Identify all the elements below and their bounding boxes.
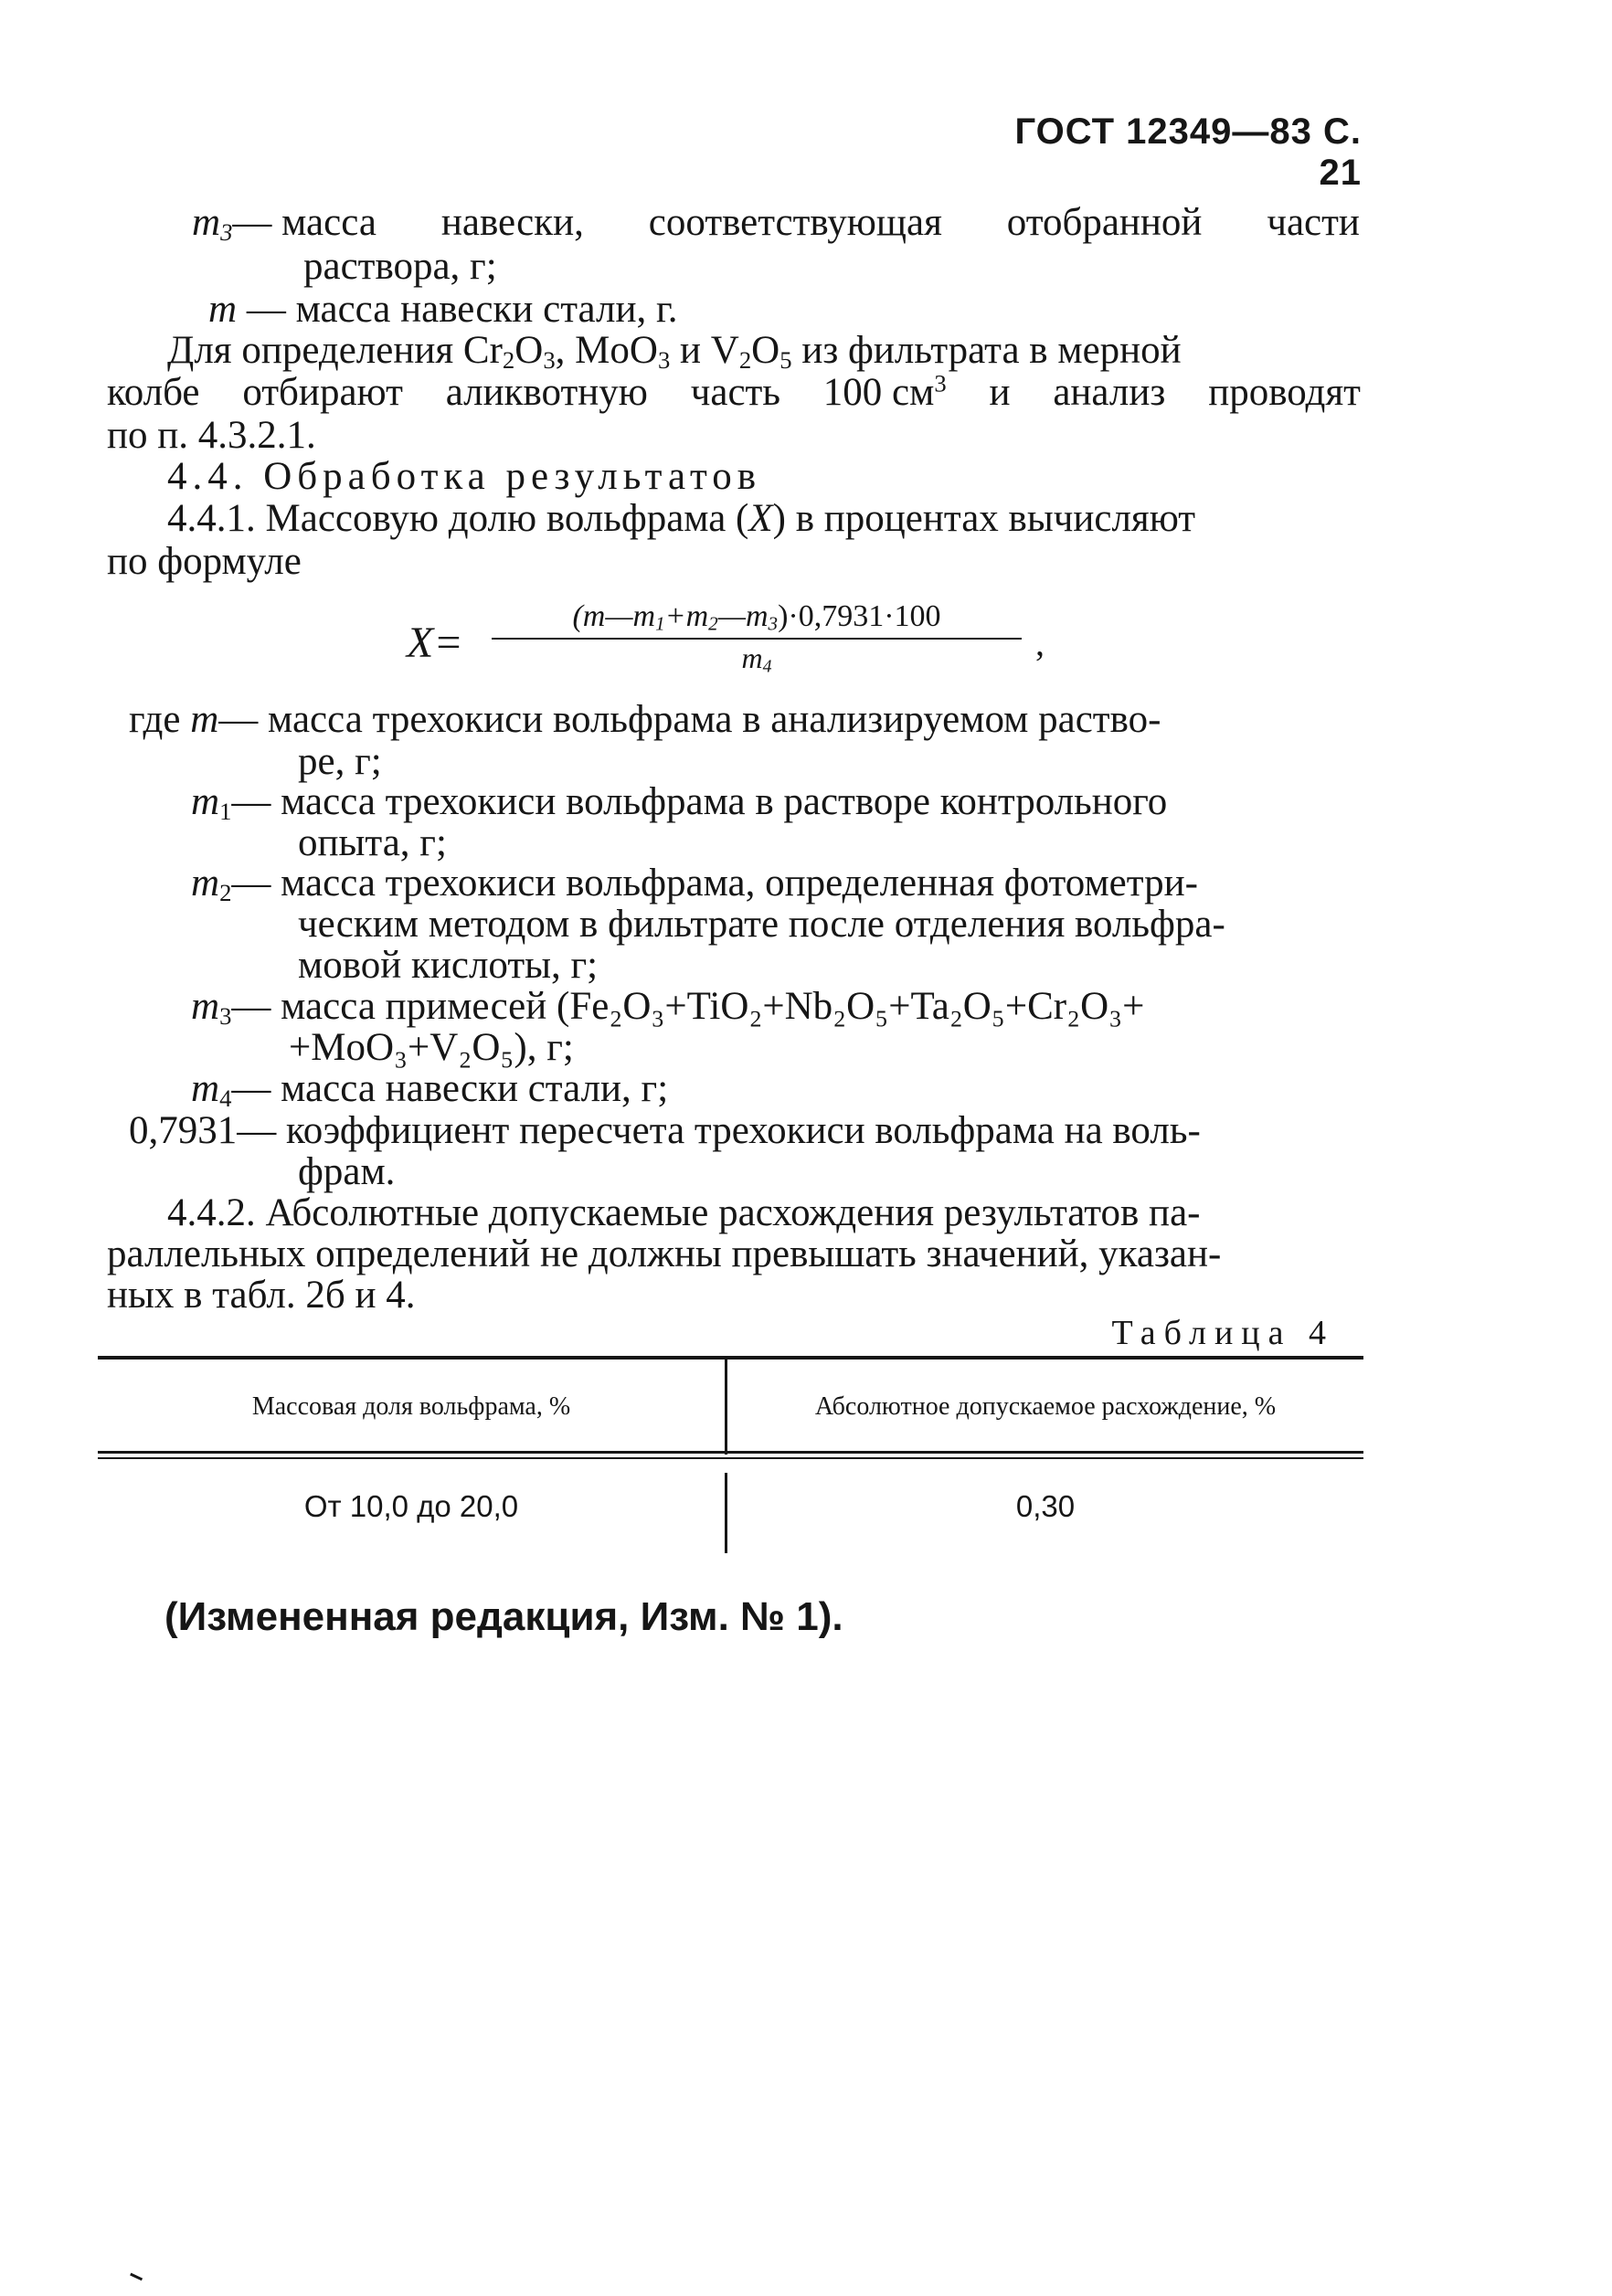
item-441-line2: по формуле [107, 540, 302, 583]
where-m3-line1: $m_3—$ масса примесей (Fe₂O₃+TiO₂+Nb₂O₅+Ta₂O₅+Cr₂O₃+ [191, 985, 1145, 1030]
table-top-rule [98, 1356, 1363, 1360]
running-title: ГОСТ 12349—83 С. 21 [1014, 111, 1362, 193]
table-header-tungsten: Массовая доля вольфрама, % [251, 1392, 571, 1421]
where-m2-line2: ческим методом в фильтрате после отделения вольфра- [298, 903, 1225, 946]
def-m: m — масса навески стали, г. [208, 288, 678, 331]
aliquot-line2: колбе отбирают аликвотную часть 100 $см^3$ и анализ проводят [107, 369, 1361, 414]
item-442-line3: ных в табл. 2б и 4. [107, 1274, 416, 1317]
formula-fraction [492, 599, 1022, 675]
amendment-note: (Измененная редакция, Изм. № 1). [164, 1594, 843, 1639]
symbol-m3: $m_3$ [192, 201, 233, 246]
def-m3-line2: раствора, г; [303, 245, 497, 288]
where-m3-line2: +MoO₃+V₂O₅), г; [289, 1026, 574, 1069]
table-header-rule [98, 1451, 1363, 1454]
table-cell-value: 0,30 [1015, 1489, 1076, 1523]
aliquot-line1: Для определения $Cr_2O_3$, MoO$_3$ и $V_2O_5$ из фильтрата в мерной [167, 329, 1182, 374]
item-441-line1: 4.4.1. Массовую долю вольфрама (X) в процентах вычисляют [167, 497, 1196, 540]
where-coef-line1: 0,7931— коэффициент пересчета трехокиси вольфрама на воль- [129, 1109, 1201, 1152]
item-442-line2: раллельных определений не должны превышать значений, указан- [107, 1233, 1222, 1275]
def-m3-line1: $m_3—$ масса навески, соответствующая отобранной части [192, 201, 1360, 246]
where-m-line2: ре, г; [298, 740, 382, 783]
where-coef-line2: фрам. [298, 1150, 396, 1193]
scan-mark [126, 2273, 143, 2290]
where-m4-line1: $m_4—$ масса навески стали, г; [191, 1067, 669, 1112]
where-m1-line1: $m_1—$ масса трехокиси вольфрама в растворе контрольного [191, 780, 1168, 825]
where-m1-line2: опыта, г; [298, 821, 447, 864]
where-m2-line3: мовой кислоты, г; [298, 944, 599, 987]
formula-denominator: $m_4$ [741, 641, 772, 677]
table-title: Таблица 4 [1111, 1314, 1334, 1352]
tolerance-table [98, 1356, 1363, 1566]
aliquot-line3: по п. 4.3.2.1. [107, 414, 316, 457]
item-442-line1: 4.4.2. Абсолютные допускаемые расхождения результатов па- [167, 1191, 1201, 1234]
table-header-rule-2 [98, 1457, 1363, 1459]
table-cell-range: От 10,0 до 20,0 [303, 1489, 519, 1523]
where-m-line1: где m— масса трехокиси вольфрама в анализируемом раство- [129, 698, 1161, 741]
formula-numerator: $(m—m_1+m_2—m_3)\cdot 0,7931\cdot 100$ [492, 599, 1022, 640]
table-header-tolerance: Абсолютное допускаемое расхождение, % [814, 1392, 1277, 1421]
formula-lhs: X= [407, 619, 463, 667]
tungsten-formula: X= $\frac{(m—m_1+m_2—m_3)\cdot 0,7931\cdot 100}{m_4}$ , [407, 599, 1045, 677]
section-title: 4.4. Обработка результатов [167, 455, 761, 498]
where-m2-line1: $m_2—$ масса трехокиси вольфрама, определенная фотометри- [191, 862, 1198, 906]
